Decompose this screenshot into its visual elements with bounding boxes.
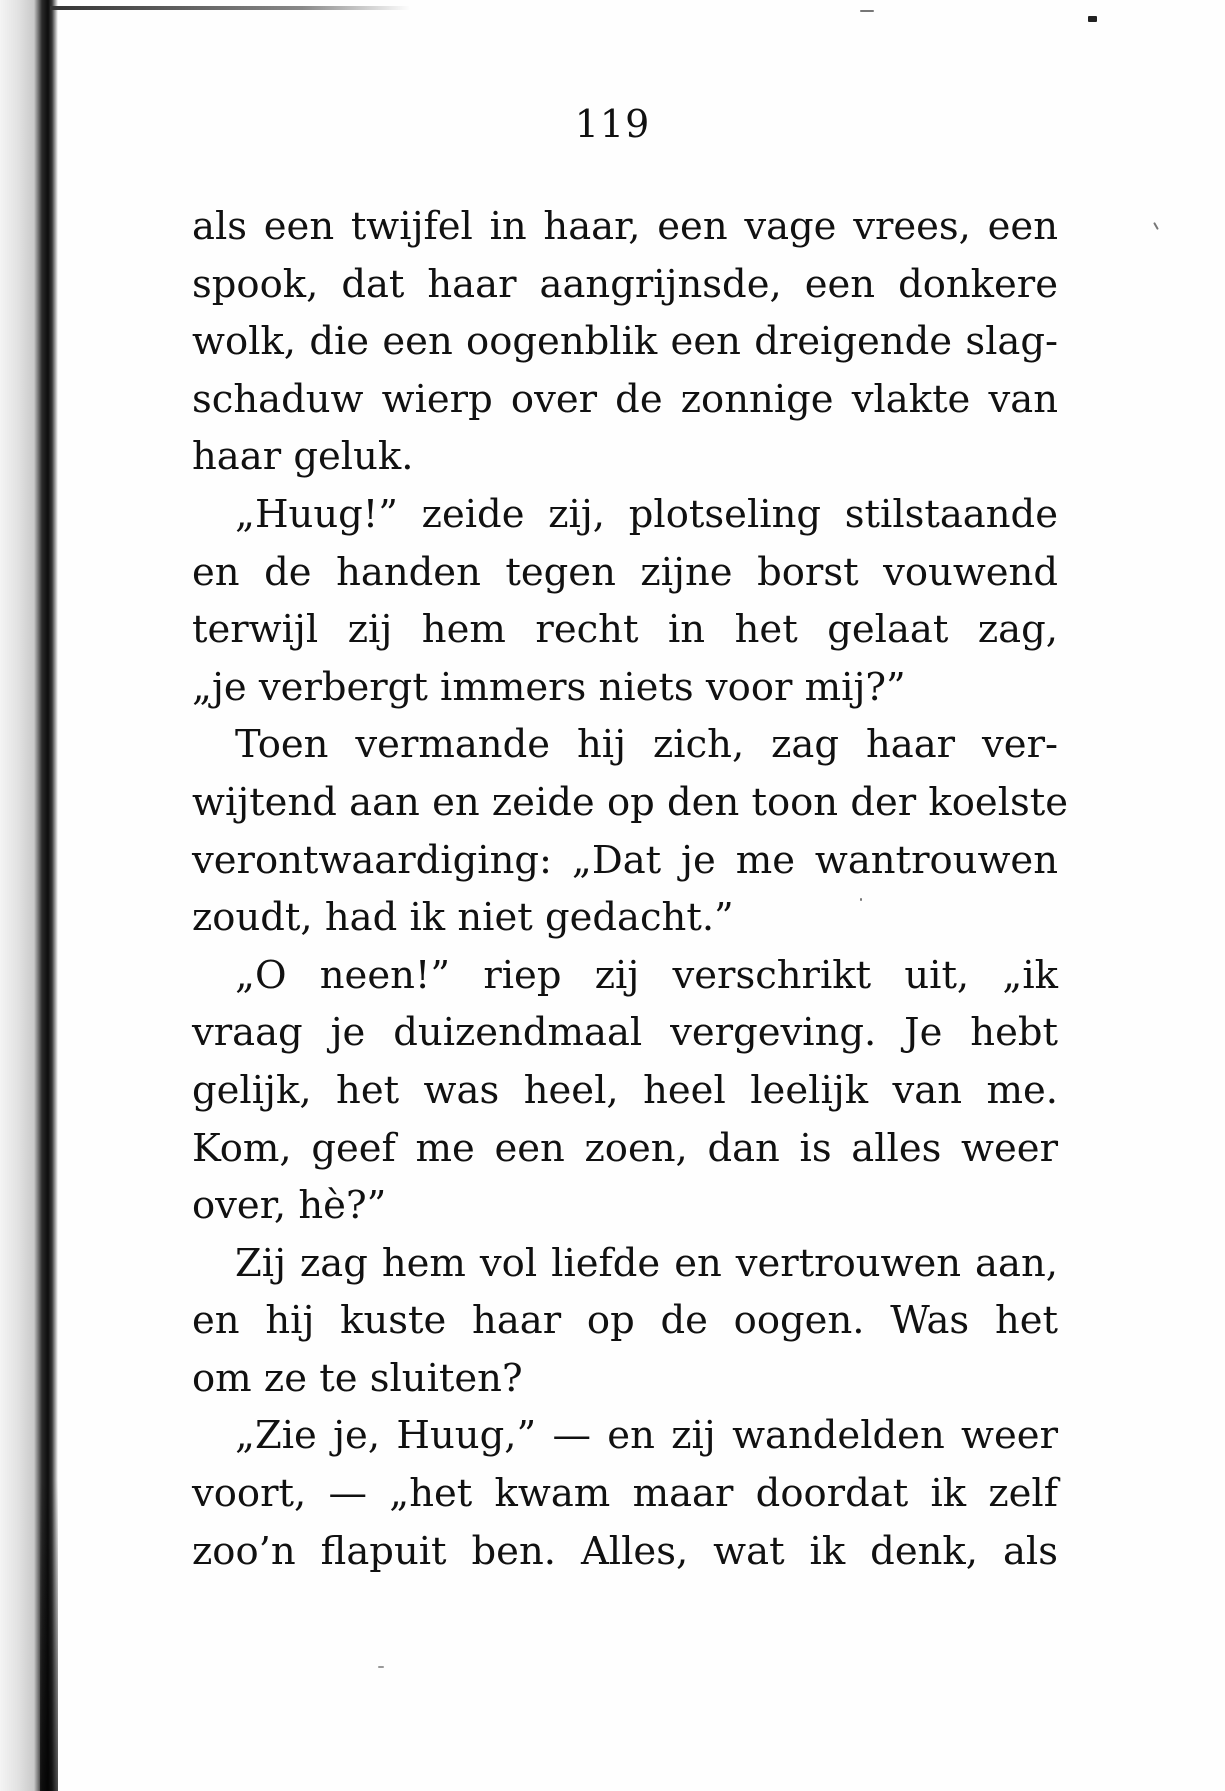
text-line: vraag je duizendmaal vergeving. Je hebt: [192, 1010, 1058, 1056]
text-line: zoudt, had ik niet gedacht.”: [192, 895, 734, 941]
text-line: „Huug!” zeide zij, plotseling stilstaande: [235, 491, 1058, 537]
scan-speck: [378, 1666, 384, 1668]
text-line: en hij kuste haar op de oogen. Was het: [192, 1298, 1058, 1344]
text-line: haar geluk.: [192, 434, 414, 480]
scan-speck: [1088, 16, 1097, 22]
scan-top-edge: [50, 6, 410, 10]
text-line: Zij zag hem vol liefde en vertrouwen aan,: [235, 1240, 1058, 1286]
text-line: terwijl zij hem recht in het gelaat zag,: [192, 607, 1058, 653]
text-line: voort, — „het kwam maar doordat ik zelf: [192, 1471, 1058, 1517]
text-line: wijtend aan en zeide op den toon der koelste: [192, 779, 1069, 825]
body-text: [192, 198, 1069, 1580]
text-line: gelijk, het was heel, heel leelijk van me.: [192, 1067, 1058, 1113]
text-line: en de handen tegen zijne borst vouwend: [192, 549, 1058, 595]
scan-speck: [860, 10, 874, 12]
text-line: „je verbergt immers niets voor mij?”: [192, 664, 906, 710]
text-line: Kom, geef me een zoen, dan is alles weer: [192, 1125, 1058, 1171]
text-line: zoo’n flapuit ben. Alles, wat ik denk, als: [192, 1528, 1058, 1574]
text-line: „O neen!” riep zij verschrikt uit, „ik: [235, 952, 1058, 998]
text-line: wolk, die een oogenblik een dreigende slag-: [192, 319, 1058, 365]
page-number: 119: [574, 102, 651, 146]
text-line: „Zie je, Huug,” — en zij wandelden weer: [235, 1413, 1058, 1459]
text-line: Toen vermande hij zich, zag haar ver-: [235, 722, 1058, 768]
text-line: schaduw wierp over de zonnige vlakte van: [192, 376, 1058, 422]
text-line: verontwaardiging: „Dat je me wantrouwen: [192, 837, 1058, 883]
text-line: als een twijfel in haar, een vage vrees, een: [192, 204, 1058, 249]
text-line: over, hè?”: [192, 1183, 387, 1229]
scan-speck: [1153, 222, 1159, 230]
binding-shadow: [40, 1480, 58, 1791]
text-line: spook, dat haar aangrijnsde, een donkere: [192, 261, 1058, 307]
text-line: om ze te sluiten?: [192, 1355, 523, 1401]
